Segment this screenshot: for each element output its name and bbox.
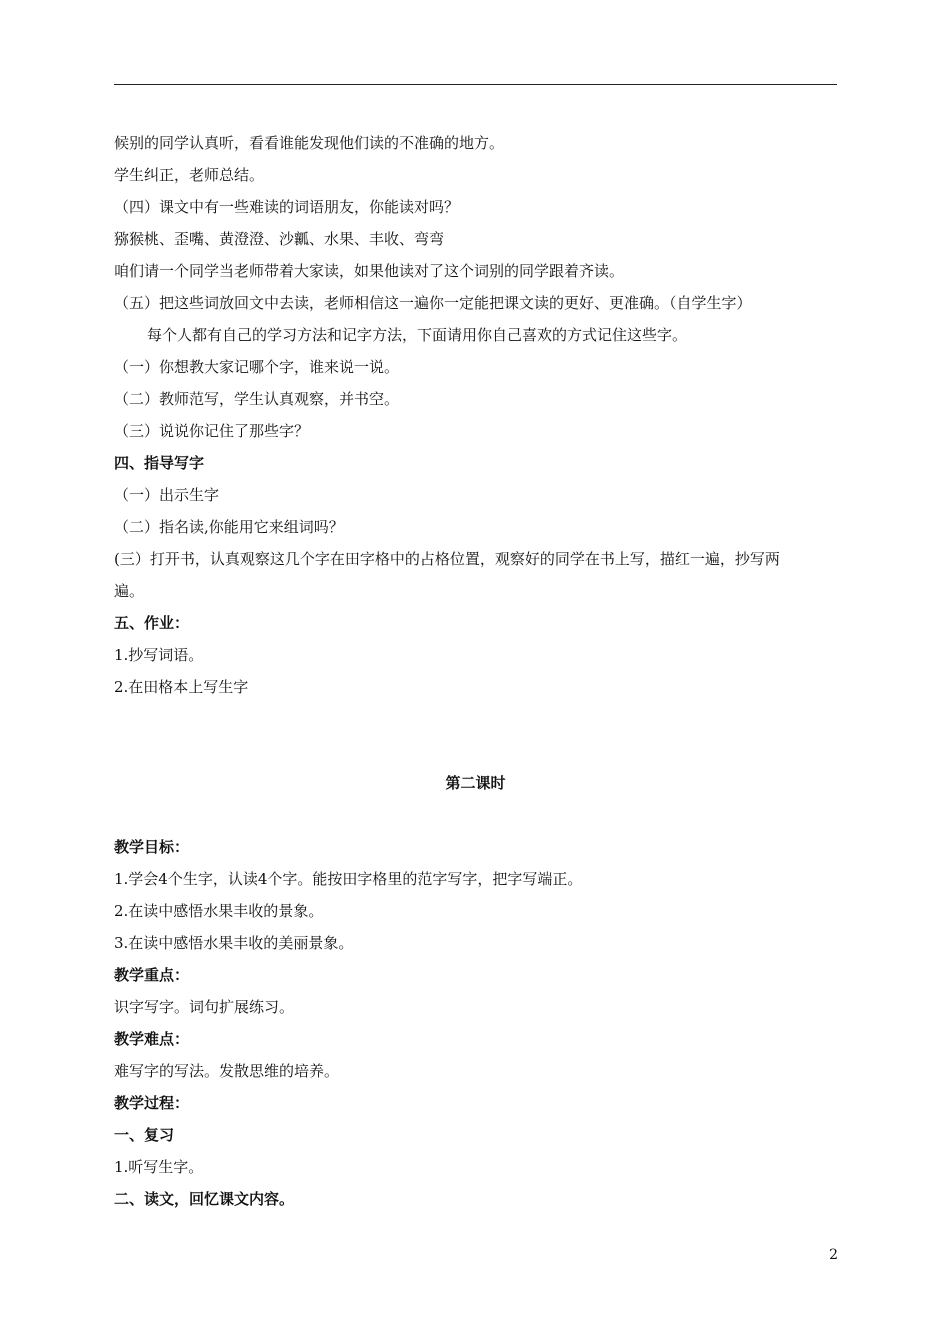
paragraph-line: 难写字的写法。发散思维的培养。	[114, 1062, 340, 1080]
section-heading: 四、指导写字	[114, 454, 205, 472]
header-rule	[114, 84, 837, 85]
paragraph-line: 遍。	[114, 582, 145, 600]
page-number: 2	[829, 1247, 838, 1263]
paragraph-line: （二）教师范写，学生认真观察，并书空。	[114, 390, 400, 408]
word-list-line: 猕猴桃、歪嘴、黄澄澄、沙瓤、水果、丰收、弯弯	[114, 230, 445, 248]
section-heading: 教学过程：	[114, 1094, 190, 1112]
paragraph-line: (三）打开书，认真观察这几个字在田字格中的占格位置，观察好的同学在书上写，描红一遍，抄写两	[114, 550, 780, 568]
list-item: 1.学会4个生字，认读4个字。能按田字格里的范字写字，把字写端正。	[114, 870, 583, 888]
list-item: 1.听写生字。	[114, 1158, 204, 1176]
list-item: 2.在田格本上写生字	[114, 678, 249, 696]
section-heading: 二、读文，回忆课文内容。	[114, 1190, 295, 1208]
paragraph-line: 学生纠正，老师总结。	[114, 166, 265, 184]
section-heading: 教学难点：	[114, 1030, 190, 1048]
paragraph-line: （五）把这些词放回文中去读，老师相信这一遍你一定能把课文读的更好、更准确。（自学生字）	[114, 294, 752, 312]
paragraph-line: （一）出示生字	[114, 486, 220, 504]
paragraph-line: 每个人都有自己的学习方法和记字方法，下面请用你自己喜欢的方式记住这些字。	[147, 326, 688, 344]
paragraph-line: （二）指名读,你能用它来组词吗？	[114, 518, 344, 536]
lesson-title: 第二课时	[445, 774, 506, 792]
paragraph-line: （三）说说你记住了那些字？	[114, 422, 310, 440]
section-heading: 教学目标：	[114, 838, 190, 856]
section-heading: 教学重点：	[114, 966, 190, 984]
section-heading: 五、作业：	[114, 614, 190, 632]
section-heading: 一、复习	[114, 1126, 175, 1144]
paragraph-line: （四）课文中有一些难读的词语朋友，你能读对吗？	[114, 198, 460, 216]
paragraph-line: 候别的同学认真听，看看谁能发现他们读的不准确的地方。	[114, 134, 505, 152]
paragraph-line: 识字写字。词句扩展练习。	[114, 998, 295, 1016]
paragraph-line: （一）你想教大家记哪个字，谁来说一说。	[114, 358, 400, 376]
paragraph-line: 咱们请一个同学当老师带着大家读，如果他读对了这个词别的同学跟着齐读。	[114, 262, 625, 280]
list-item: 3.在读中感悟水果丰收的美丽景象。	[114, 934, 354, 952]
list-item: 2.在读中感悟水果丰收的景象。	[114, 902, 324, 920]
list-item: 1.抄写词语。	[114, 646, 204, 664]
